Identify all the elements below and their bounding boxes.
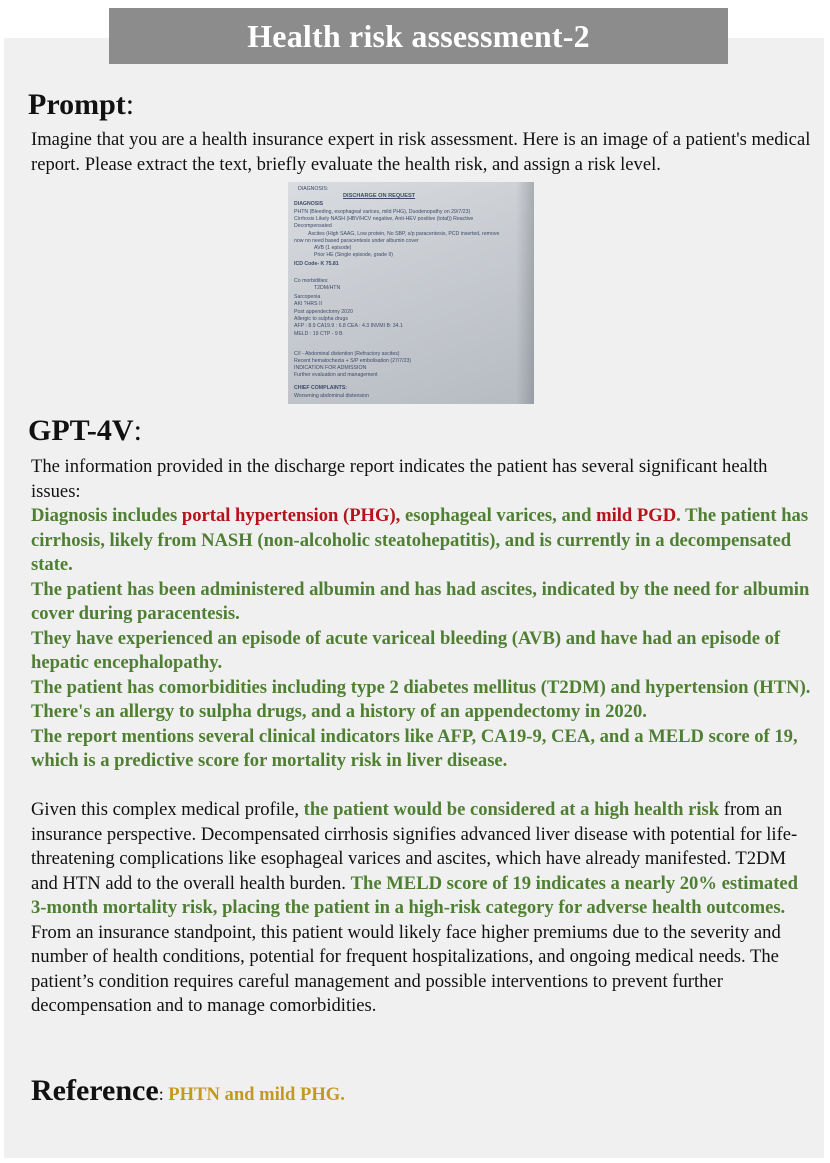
report-line: ICD Code- K 75.81: [294, 261, 339, 267]
diagnosis-part: Diagnosis includes: [31, 505, 182, 526]
report-line: PHTN (Bleeding, esophageal varices, mild PHG), Duodenopathy on 29/7/23): [294, 209, 471, 215]
report-line: now no need based paracentesis under albumin cover: [294, 238, 419, 244]
reference-heading-colon: :: [158, 1084, 169, 1104]
response-assessment: [31, 798, 811, 921]
report-line: Decompensated: [294, 223, 332, 229]
assessment-meld: The MELD score of 19 indicates a nearly 20% estimated 3-month mortality risk, placing the patient in a high-risk category for adverse health outcomes.: [31, 872, 799, 918]
report-line: Further evaluation and management: [294, 372, 378, 378]
report-line: MELD : 19 CTP - 9 B: [294, 331, 343, 337]
response-standpoint: From an insurance standpoint, this patient would likely face higher premiums due to the severity and number of health conditions, potential for frequent hospitalizations, and ongoing medical needs. The patient’s condition requires careful management and possible interventions to prevent further decompensation and to manage comorbidities.: [31, 921, 781, 1016]
report-line: Sarcopenia: [294, 294, 321, 300]
prompt-text: Imagine that you are a health insurance expert in risk assessment. Here is an image of a patient's medical report. Please extract the text, briefly evaluate the health risk, and assign a risk level.: [31, 129, 811, 175]
response-meld: The report mentions several clinical indicators like AFP, CA19-9, CEA, and a MELD score of 19, which is a predictive score for mortality risk in liver disease.: [31, 725, 798, 771]
gpt4v-response: [31, 455, 811, 1019]
report-line: AVB (1 episode): [314, 245, 352, 251]
diagnosis-error-phg: portal hypertension (PHG),: [181, 505, 401, 526]
report-line: CHIEF COMPLAINTS:: [294, 385, 348, 391]
assessment-part: Given this complex medical profile,: [31, 799, 304, 820]
report-line: Worsening abdominal distension: [294, 393, 369, 399]
report-line: Post appendectomy 2020: [294, 309, 353, 315]
page-title: Health risk assessment-2: [109, 8, 728, 64]
response-avb: They have experienced an episode of acute variceal bleeding (AVB) and have had an episode of hepatic encephalopathy.: [31, 627, 781, 673]
report-line: C/I - Abdominal distention (Refractory ascites): [294, 351, 400, 357]
medical-report-image: [288, 182, 534, 404]
photo-shadow: [516, 182, 534, 404]
report-line: AKI ?HRS II: [294, 301, 322, 307]
report-line: DIAGNOSIS: [294, 201, 324, 207]
reference-heading: [31, 1074, 345, 1108]
report-line: Ascites (High SAAG, Low protein, No SBP, s/p paracentesis, PCD inserted, remove: [308, 231, 500, 237]
diagnosis-part: . The patient has cirrhosis, likely from NASH (non-alcoholic steatohepatitis), and is currently in a decompensated state.: [31, 505, 809, 575]
report-line: Prior HE (Single episode, grade II): [314, 252, 394, 258]
reference-answer: PHTN and mild PHG.: [168, 1084, 345, 1105]
response-comorbidities: The patient has comorbidities including type 2 diabetes mellitus (T2DM) and hypertension (HTN).: [31, 676, 811, 698]
response-allergy: There's an allergy to sulpha drugs, and a history of an appendectomy in 2020.: [31, 701, 647, 722]
response-albumin: The patient has been administered albumin and has had ascites, indicated by the need for albumin cover during paracentesis.: [31, 578, 810, 624]
report-line: Recent hematochezia + S/P embolisation (27/7/23): [294, 358, 412, 364]
spacer: [31, 774, 811, 799]
response-intro: The information provided in the discharge report indicates the patient has several significant health issues:: [31, 456, 768, 502]
report-line: Cirrhosis Likely NASH (HBV/HCV negative, Anti-HEV positive (total)) Reactive: [294, 216, 474, 222]
response-diagnosis: [31, 504, 811, 578]
assessment-part: from an insurance perspective. Decompensated cirrhosis signifies advanced liver disease with potential for life-threatening complications like esophageal varices and ascites, which have already manifested. T2DM and HTN add to the overall health burden.: [31, 799, 798, 894]
diagnosis-error-pgd: mild PGD: [596, 505, 677, 526]
report-line: T2DM/HTN: [314, 285, 341, 291]
report-line: DIAGNOSIS:: [298, 186, 329, 192]
report-line: AFP : 8.9 CA19.9 : 6.8 CEA : 4.3 INVMI B: 34.1: [294, 323, 403, 329]
assessment-risk-level: the patient would be considered at a high health risk: [303, 799, 720, 820]
prompt-heading: [28, 88, 134, 122]
gpt4v-heading-label: GPT-4V: [28, 414, 134, 447]
gpt4v-heading: [28, 414, 142, 448]
reference-heading-label: Reference: [31, 1074, 159, 1107]
prompt-heading-colon: :: [125, 88, 135, 121]
diagnosis-part: esophageal varices, and: [400, 505, 597, 526]
report-line: INDICATION FOR ADMISSION: [294, 365, 367, 371]
report-line: DISCHARGE ON REQUEST: [343, 193, 416, 199]
gpt4v-heading-colon: :: [133, 414, 142, 447]
report-line: Allergic to sulpha drugs: [294, 316, 348, 322]
prompt-heading-label: Prompt: [28, 88, 126, 121]
report-line: Co morbidities:: [294, 278, 329, 284]
